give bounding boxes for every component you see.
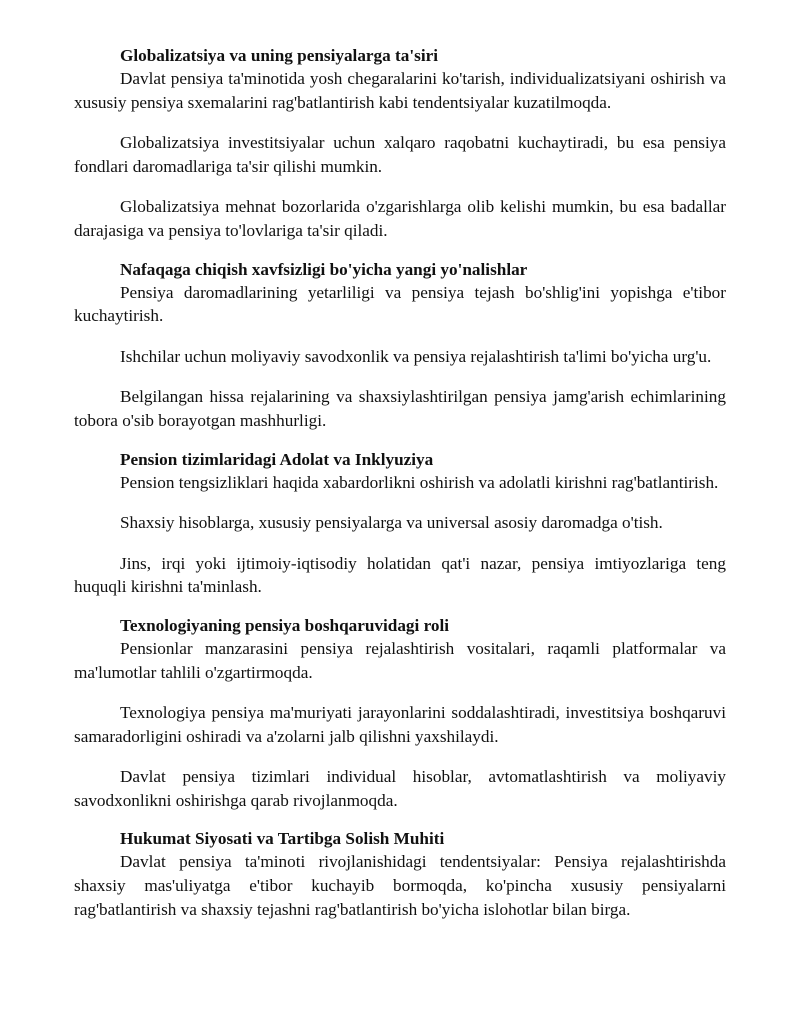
paragraph: Pension tengsizliklari haqida xabardorlikni oshirish va adolatli kirishni rag'batlantirish. bbox=[120, 472, 719, 492]
paragraph: Belgilangan hissa rejalarining va shaxsiylashtirilgan pensiya jamg'arish echimlarining tobora o'sib borayotgan mashhurligi. bbox=[74, 387, 726, 430]
paragraph: Pensiya daromadlarining yetarliligi va pensiya tejash bo'shlig'ini yopishga e'tibor kuchaytirish. bbox=[74, 282, 726, 326]
paragraph: Davlat pensiya tizimlari individual hisoblar, avtomatlashtirish va moliyaviy savodxonlikni oshirishga qarab rivojlanmoqda. bbox=[74, 767, 726, 810]
section-heading: Nafaqaga chiqish xavfsizligi bo'yicha yangi yo'nalishlar bbox=[120, 259, 528, 279]
paragraph: Globalizatsiya investitsiyalar uchun xalqaro raqobatni kuchaytiradi, bu esa pensiya fondlari daromadlariga ta'sir qilishi mumkin. bbox=[74, 133, 726, 176]
section-heading: Texnologiyaning pensiya boshqaruvidagi roli bbox=[120, 615, 450, 635]
paragraph: Ishchilar uchun moliyaviy savodxonlik va pensiya rejalashtirish ta'limi bo'yicha urg'u. bbox=[120, 346, 712, 366]
paragraph: Shaxsiy hisoblarga, xususiy pensiyalarga va universal asosiy daromadga o'tish. bbox=[120, 513, 663, 533]
paragraph: Texnologiya pensiya ma'muriyati jarayonlarini soddalashtiradi, investitsiya boshqaruvi samaradorligini oshiradi va a'zolarni jalb qilishni yaxshilaydi. bbox=[74, 703, 726, 746]
section-government-policy bbox=[74, 827, 726, 921]
section-globalization bbox=[74, 44, 726, 243]
paragraph: Jins, irqi yoki ijtimoiy-iqtisodiy holatidan qat'i nazar, pensiya imtiyozlariga teng huquqli kirishni ta'minlash. bbox=[74, 553, 726, 597]
section-equity-inclusion bbox=[74, 448, 726, 599]
section-technology bbox=[74, 614, 726, 813]
paragraph: Davlat pensiya ta'minotida yosh chegaralarini ko'tarish, individualizatsiyani oshirish va xususiy pensiya sxemalarini rag'batlantirish kabi tendentsiyalar kuzatilmoqda. bbox=[74, 69, 726, 112]
section-heading: Pension tizimlaridagi Adolat va Inklyuziya bbox=[120, 449, 434, 469]
paragraph: Pensionlar manzarasini pensiya rejalashtirish vositalari, raqamli platformalar va ma'lumotlar tahlili o'zgartirmoqda. bbox=[74, 638, 726, 682]
section-heading: Hukumat Siyosati va Tartibga Solish Muhiti bbox=[120, 829, 445, 849]
paragraph: Davlat pensiya ta'minoti rivojlanishidagi tendentsiyalar: Pensiya rejalashtirishda shaxsiy mas'uliyatga e'tibor kuchayib bormoqda, ko'pincha xususiy pensiyalarni rag'batlantirish va shaxsiy tejashni rag'batlantirish bo'yicha islohotlar bilan birga. bbox=[74, 852, 726, 919]
paragraph: Globalizatsiya mehnat bozorlarida o'zgarishlarga olib kelishi mumkin, bu esa badallar darajasiga va pensiya to'lovlariga ta'sir qiladi. bbox=[74, 197, 726, 240]
section-retirement-security bbox=[74, 258, 726, 433]
document-page bbox=[74, 44, 726, 936]
section-heading: Globalizatsiya va uning pensiyalarga ta'siri bbox=[120, 46, 439, 65]
